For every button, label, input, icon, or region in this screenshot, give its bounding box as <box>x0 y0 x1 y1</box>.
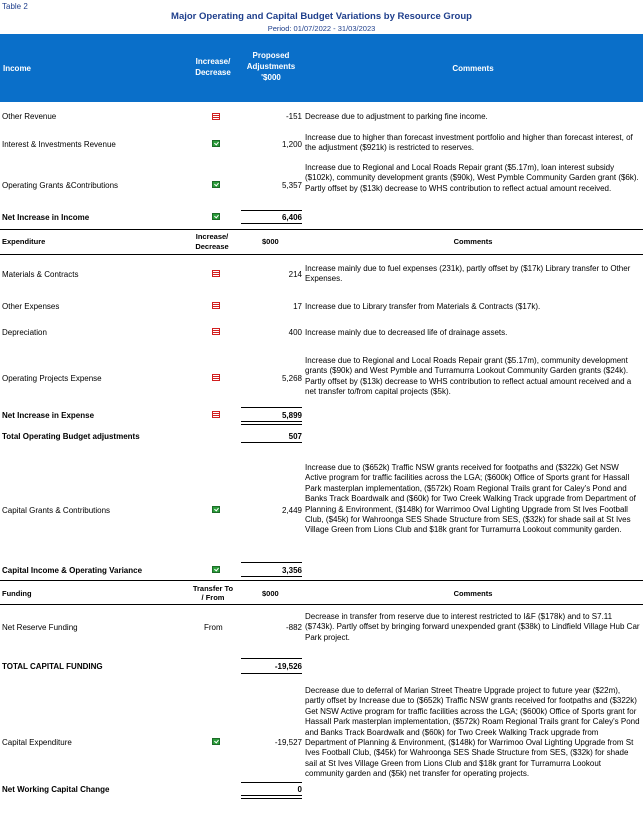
row-comment: Decrease due to deferral of Marian Street Theatre Upgrade project to future year ($22m), partly offset by Increase due to ($652k) Traffic NSW grants received for footpaths and ($322k) Get NSW Active program for traffic facilities across the LGA; ($600k) Office of Sports grant for Hassall Park masterplan implementation, ($572k) Roam Regional Trails grant for Caley's Pond and Banks Track Boardwalk and ($60k) for Two Creek Walking Track upgrade from Department of Planning & Environment, ($148k) for Warrimoo Oval Lighting Upgrade from St Ives Football Club, ($45k) for Wahroonga SES Shade Structure from SES, ($32k) for shade sail at St Ives Village Green from Lions Club and $18k grant for Turramurra Lookout community garden and ($5k) net transfer for operating projects. <box>305 686 640 779</box>
header-transfer-to: Transfer To <box>192 584 234 593</box>
underline <box>241 658 302 659</box>
total-capital-funding-label: TOTAL CAPITAL FUNDING <box>2 662 103 671</box>
row-value: -882 <box>285 623 302 632</box>
header-units: $000 <box>262 589 279 598</box>
net-income-label: Net Increase in Income <box>2 213 90 222</box>
underline <box>241 782 302 783</box>
row-value: 5,268 <box>281 374 302 383</box>
decrease-flag-icon <box>212 411 220 418</box>
total-operating-label: Total Operating Budget adjustments <box>2 432 140 441</box>
funding-header <box>0 581 643 605</box>
table-header <box>0 34 643 102</box>
row-comment: Increase due to ($652k) Traffic NSW grants received for footpaths and ($322k) Get NSW Active program for traffic facilities across the LGA; ($600k) Office of Sports grant for Hassall Park masterplan implementation, ($572k) Roam Regional Trails grant for Caley's Pond and Banks Track Boardwalk and ($60k) for Two Creek Walking Track upgrade from Department of Planning & Environment, ($148k) for Warrimoo Oval Lighting Upgrade from St Ives Football Club, ($45k) for Wahroonga SES Shade Structure from SES, ($32k) for shade sail at St Ives Village Green from Lions Club and $18k grant for Turramurra Lookout community garden. <box>305 463 636 535</box>
row-label: Net Reserve Funding <box>2 623 78 632</box>
increase-flag-icon <box>212 566 220 573</box>
header-decrease: Decrease <box>195 242 229 251</box>
header-increase: Increase/ <box>195 57 231 66</box>
row-label: Other Expenses <box>2 302 60 311</box>
row-label: Operating Grants &Contributions <box>2 181 119 190</box>
row-label: Operating Projects Expense <box>2 374 102 383</box>
row-value: 1,200 <box>281 140 302 149</box>
period-subtitle: Period: 01/07/2022 - 31/03/2023 <box>267 24 376 33</box>
header-comments: Comments <box>453 589 493 598</box>
row-value: 17 <box>293 302 302 311</box>
underline <box>241 562 302 563</box>
increase-flag-icon <box>212 213 220 220</box>
row-comment: Increase mainly due to decreased life of drainage assets. <box>305 328 508 337</box>
net-working-capital-label: Net Working Capital Change <box>2 785 110 794</box>
net-expense-value: 5,899 <box>281 411 302 420</box>
expenditure-title: Expenditure <box>2 237 46 246</box>
underline <box>241 442 302 443</box>
row-comment: Increase due to Library transfer from Materials & Contracts ($17k). <box>305 302 541 311</box>
row-label: Depreciation <box>2 328 47 337</box>
divider <box>0 604 643 605</box>
increase-flag-icon <box>212 738 220 745</box>
decrease-flag-icon <box>212 328 220 335</box>
header-increase: Increase/ <box>195 232 229 241</box>
decrease-flag-icon <box>212 374 220 381</box>
net-income-value: 6,406 <box>281 213 302 222</box>
decrease-flag-icon <box>212 113 220 120</box>
row-value: 2,449 <box>281 506 302 515</box>
page-title: Major Operating and Capital Budget Variations by Resource Group <box>171 11 472 22</box>
funding-title: Funding <box>2 589 32 598</box>
increase-flag-icon <box>212 140 220 147</box>
divider <box>0 254 643 255</box>
expenditure-header <box>0 230 643 254</box>
underline <box>241 576 302 577</box>
table-label: Table 2 <box>2 2 28 11</box>
row-label: Capital Grants & Contributions <box>2 506 111 515</box>
increase-flag-icon <box>212 181 220 188</box>
row-comment: Increase due to Regional and Local Roads Repair grant ($5.17m), community development grants ($90k) and West Pymble and Turramurra Lookout Community Garden grants ($24k). Partly offset by ($13k) decrease to WHS contribution to reflect actual amount received and a net transfer to/from capital projects ($5k). <box>305 356 632 397</box>
header-comments: Comments <box>452 64 494 73</box>
underline <box>241 421 302 422</box>
header-decrease: Decrease <box>195 68 231 77</box>
row-label: Capital Expenditure <box>2 738 72 747</box>
row-value: -151 <box>285 112 302 121</box>
header-income: Income <box>3 64 32 73</box>
underline <box>241 424 302 425</box>
row-label: Other Revenue <box>2 112 57 121</box>
row-value: 400 <box>288 328 302 337</box>
row-value: 5,357 <box>281 181 302 190</box>
row-label: Materials & Contracts <box>2 270 79 279</box>
underline <box>241 210 302 211</box>
row-comment: Decrease due to adjustment to parking fine income. <box>305 112 488 121</box>
increase-flag-icon <box>212 506 220 513</box>
header-comments: Comments <box>453 237 493 246</box>
underline <box>241 223 302 224</box>
row-value: -19,527 <box>274 738 302 747</box>
row-comment: Increase mainly due to fuel expenses (231k), partly offset by ($17k) Library transfer to Other Expenses. <box>305 264 631 284</box>
capital-income-value: 3,356 <box>281 566 302 575</box>
underline <box>241 673 302 674</box>
underline <box>241 795 302 796</box>
capital-income-label: Capital Income & Operating Variance <box>2 566 143 575</box>
net-working-capital-value: 0 <box>297 785 302 794</box>
header-adjustments: Adjustments <box>246 62 296 71</box>
row-value: 214 <box>288 270 302 279</box>
transfer-direction: From <box>204 623 223 632</box>
total-capital-funding-value: -19,526 <box>274 662 302 671</box>
header-units: $000 <box>262 237 279 246</box>
row-comment: Decrease in transfer from reserve due to interest restricted to I&F ($178k) and to S7.11 ($743k). Partly offset by bringing forward unexpended grant ($38k) to Lindfield Village Hub Car Park project. <box>305 612 640 642</box>
total-operating-value: 507 <box>288 432 302 441</box>
decrease-flag-icon <box>212 270 220 277</box>
header-proposed: Proposed <box>252 51 290 60</box>
row-label: Interest & Investments Revenue <box>2 140 116 149</box>
header-from: / From <box>201 593 225 602</box>
row-comment: Increase due to higher than forecast investment portfolio and higher than forecast interest, of the adjustment ($921k) is restricted to reserves. <box>305 133 633 153</box>
row-comment: Increase due to Regional and Local Roads Repair grant ($5.17m), loan interest subsidy ($102k), community development grants ($90k), West Pymble Community Garden grant ($6k). Partly offset by ($13k) decrease to WHS contribution to reflect actual amount received. <box>305 163 639 193</box>
decrease-flag-icon <box>212 302 220 309</box>
header-units: '$000 <box>261 73 281 82</box>
net-expense-label: Net Increase in Expense <box>2 411 95 420</box>
underline <box>241 798 302 799</box>
underline <box>241 407 302 408</box>
